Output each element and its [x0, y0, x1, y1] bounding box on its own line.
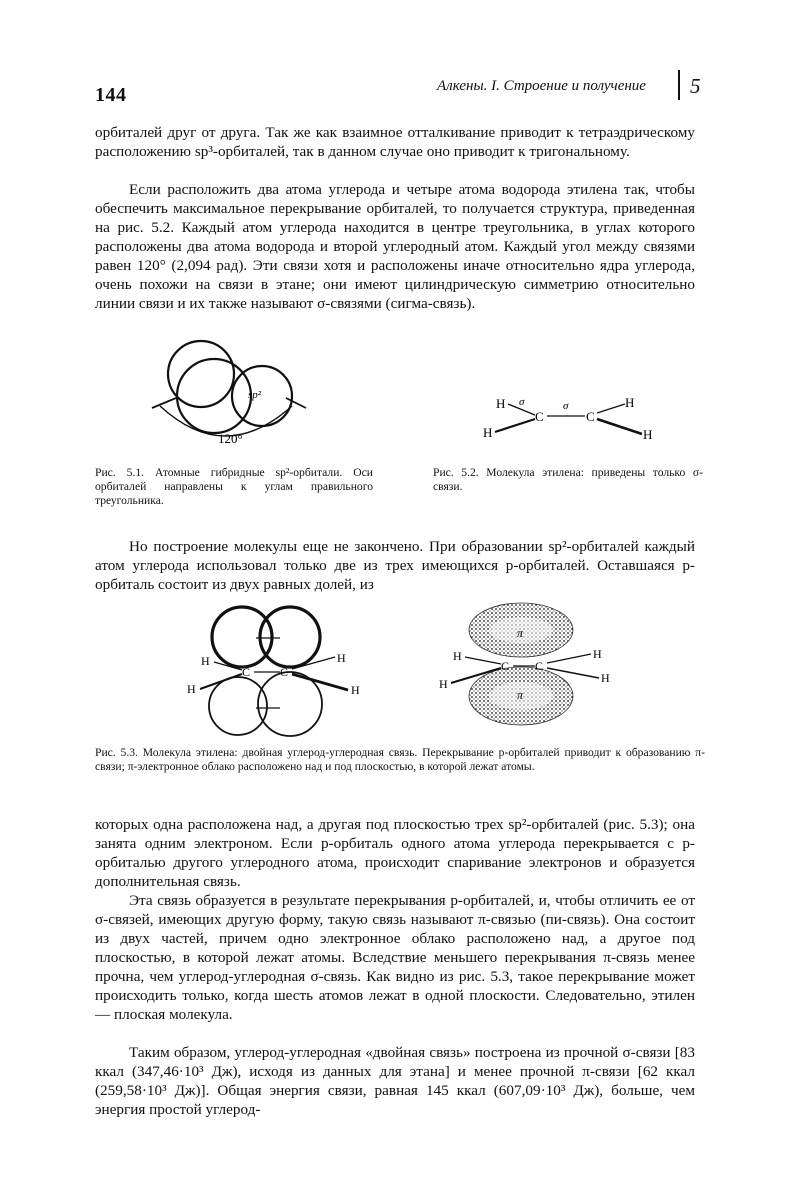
sigma-label: σ	[519, 396, 525, 408]
paragraph-4	[95, 815, 695, 891]
figure-5-1-caption: Рис. 5.1. Атомные гибридные sp²-орбитали. Оси орбиталей направлены к углам правильного треугольника.	[95, 466, 373, 507]
atom-h: H	[187, 682, 196, 696]
sigma-bond	[547, 654, 591, 663]
figure-5-3-caption: Рис. 5.3. Молекула этилена: двойная углерод-углеродная связь. Перекрывание p-орбиталей приводит к образованию π-связи; π-электронное облако расположено над и под плоскостью, в которой лежат атомы.	[95, 746, 705, 773]
atom-c: C	[242, 665, 251, 679]
header-divider	[678, 70, 680, 100]
atom-c: C	[535, 659, 544, 673]
paragraph-6-text: Таким образом, углерод-углеродная «двойная связь» построена из прочной σ-связи [83 ккал (347,46·10³ Дж), исходя из данных для этана] и менее прочной π-связи [62 ккал (259,58·10³ Дж)]. Общая энергия связи, равная 145 ккал (607,09·10³ Дж), больше, чем энергия простой углерод-	[95, 1044, 695, 1118]
atom-h: H	[351, 683, 360, 697]
orbital-label: sp²	[248, 389, 262, 401]
sp2-orbital-left	[177, 359, 251, 433]
paragraph-4-text: которых одна расположена над, а другая под плоскостью трех sp²-орбиталей (рис. 5.3); она занята одним электроном. Если p-орбиталь одного атома углерода перекрывается с p-орбиталью другого углеродного атома, происходит спаривание электронов и образуется дополнительная связь.	[95, 816, 695, 890]
atom-h: H	[453, 649, 462, 663]
atom-h: H	[337, 651, 346, 665]
figure-5-1	[140, 328, 320, 453]
atom-h: H	[483, 425, 493, 440]
sigma-label: σ	[563, 400, 569, 412]
sigma-bond	[200, 674, 242, 689]
paragraph-1-text: орбиталей друг от друга. Так же как взаимное отталкивание приводит к тетраэдрическому расположению sp³-орбиталей, так в данном случае оно приводит к тригональному.	[95, 124, 695, 160]
figure-5-3-orbitals	[180, 604, 360, 742]
sp2-orbital-right	[232, 366, 292, 426]
atom-c: C	[586, 409, 595, 424]
sigma-bond	[292, 674, 348, 690]
atom-h: H	[601, 671, 610, 685]
atom-h: H	[201, 654, 210, 668]
pi-label: π	[517, 688, 524, 702]
sigma-bond	[597, 419, 642, 434]
axis-left	[152, 398, 176, 408]
paragraph-3	[95, 537, 695, 594]
paragraph-2	[95, 180, 695, 313]
sigma-bond	[597, 404, 625, 413]
atom-c: C	[280, 665, 289, 679]
paragraph-1	[95, 123, 695, 161]
sigma-bond	[465, 657, 501, 664]
page-number: 144	[95, 84, 127, 106]
atom-h: H	[643, 427, 653, 442]
atom-h: H	[439, 677, 448, 691]
figure-5-3-pi-cloud	[435, 600, 615, 730]
atom-h: H	[496, 396, 506, 411]
atom-h: H	[625, 395, 635, 410]
figure-5-2-caption: Рис. 5.2. Молекула этилена: приведены только σ-связи.	[433, 466, 703, 493]
paragraph-5	[95, 891, 695, 1024]
running-title: Алкены. I. Строение и получение	[437, 78, 646, 94]
sigma-bond	[292, 657, 335, 669]
p-orbital-upper-right	[260, 607, 320, 667]
paragraph-3-text: Но построение молекулы еще не закончено. При образовании sp²-орбиталей каждый атом углерода использовал только две из трех имеющихся p-орбиталей. Оставшаяся p-орбиталь состоит из двух равных долей, из	[95, 538, 695, 593]
pi-label: π	[517, 626, 524, 640]
figure-5-2	[475, 385, 675, 445]
angle-label: 120°	[218, 431, 243, 446]
p-orbital-upper-left	[212, 607, 272, 667]
chapter-number: 5	[690, 74, 701, 98]
atom-h: H	[593, 647, 602, 661]
paragraph-2-text: Если расположить два атома углерода и четыре атома водорода этилена так, чтобы обеспечить максимальное перекрывание орбиталей, то получается структура, приведенная на рис. 5.2. Каждый атом углерода находится в центре треугольника, в углах которого расположены два атома водорода и второй углеродный атом. Каждый угол между связями равен 120° (2,094 рад). Эти связи хотя и расположены иначе относительно ядра углерода, очень похожи на связи в этане; они имеют цилиндрическую симметрию относительно линии связи и их также называют σ-связями (сигма-связь).	[95, 181, 695, 312]
paragraph-5-text: Эта связь образуется в результате перекрывания p-орбиталей, и, чтобы отличить ее от σ-связей, имеющих другую форму, такую связь называют π-связью (пи-связь). Она состоит из двух частей, причем одно электронное облако расположено над, а другое под плоскостью, в которой лежат атомы. Вследствие меньшего перекрывания π-связь менее прочна, чем углерод-углеродная σ-связь. Как видно из рис. 5.3, такое перекрывание может происходить только, когда шесть атомов лежат в одной плоскости. Следовательно, этилен — плоская молекула.	[95, 892, 695, 1023]
atom-c: C	[535, 409, 544, 424]
atom-c: C	[501, 659, 510, 673]
sigma-bond	[495, 419, 535, 432]
paragraph-6	[95, 1043, 695, 1119]
